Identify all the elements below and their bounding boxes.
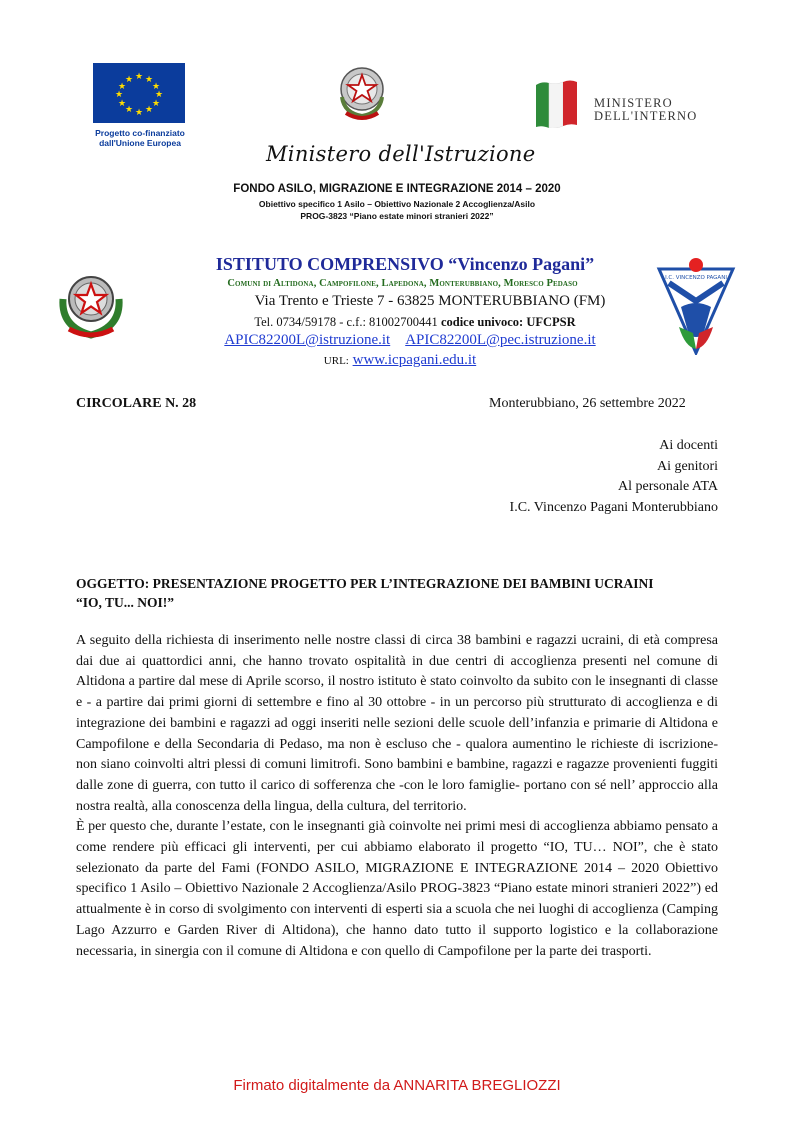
republic-emblem-icon [57, 269, 125, 341]
institute-url-row [200, 352, 600, 369]
fund-title: FONDO ASILO, MIGRAZIONE E INTEGRAZIONE 2014 – 2020 [233, 183, 561, 195]
institute-code: codice univoco: UFCPSR [440, 315, 576, 329]
circular-date: Monterubbiano, 26 settembre 2022 [489, 396, 686, 411]
recipient-item: Ai genitori [656, 458, 718, 474]
website-link[interactable]: www.icpagani.edu.it [352, 352, 477, 368]
svg-text:★: ★ [151, 99, 161, 109]
svg-text:★: ★ [117, 82, 127, 92]
recipient-item: Ai docenti [659, 438, 718, 453]
ministry-education-title: Ministero dell'Istruzione [266, 142, 536, 166]
svg-text:★: ★ [154, 90, 164, 100]
subject-project-name: “IO, TU... NOI!” [76, 595, 175, 610]
paragraph: A seguito della richiesta di inserimento nelle nostre classi di circa 38 bambini e ragazzi ucraini, di età compresa dai due ai quattordici anni, che hanno trovato ospitalità in due centri di accoglienza presenti nel comune di Altidona a partire dal mese di Aprile scorso, il nostro istituto è stato coinvolto da subito con le insegnanti di classe e - a partire dai primi giorni di settembre e fino al 30 ottobre - in un percorso più strutturato di accoglienza e di integrazione dei bambini e ragazzi ad oggi inseriti nelle sezioni delle scuole dell’infanzia e primarie di Altidona e Campofilone e della Secondaria di Pedaso, ma non è escluso che - qualora aumentino le richieste di iscrizione- non siano coinvolti altri plessi di comuni limitrofi. Sono bambini e bambine, ragazzi e ragazze provenienti fuggiti dalle zone di guerra, con tutto il carico di sofferenza che -con le loro famiglie- portano con sé nell’ approccio alla nostra realtà, alla conoscenza della lingua, della cultura, del territorio. [76, 633, 718, 814]
svg-text:★: ★ [124, 105, 134, 115]
digital-signature: Firmato digitalmente da ANNARITA BREGLIOZZI [233, 1077, 561, 1094]
url-label: URL: [323, 355, 349, 367]
eu-caption: Progetto co-finanziato dall'Unione Europea [95, 128, 185, 148]
pec-link[interactable]: APIC82200L@pec.istruzione.it [405, 332, 596, 348]
subject [76, 574, 726, 612]
institute-phone: Tel. 0734/59178 - c.f.: 81002700441 [254, 315, 441, 329]
svg-text:★: ★ [134, 108, 144, 118]
svg-text:★: ★ [134, 72, 144, 82]
ministry-interior-flag-logo [534, 77, 579, 128]
svg-text:★: ★ [151, 82, 161, 92]
eu-flag-logo [93, 63, 185, 123]
svg-text:★: ★ [114, 90, 124, 100]
institute-address: Via Trento e Trieste 7 - 63825 MONTERUBBIANO (FM) [254, 293, 606, 309]
fund-project: PROG-3823 “Piano estate minori stranieri 2022” [300, 211, 494, 221]
italian-emblem-icon [334, 63, 390, 125]
institute-municipalities: Comuni di Altidona, Campofilone, Lapedona, Monterubbiano, Moresco Pedaso [227, 278, 578, 289]
institute-contacts [170, 315, 660, 330]
letter-body [76, 631, 718, 962]
svg-text:★: ★ [117, 99, 127, 109]
svg-text:★: ★ [124, 75, 134, 85]
fund-objective: Obiettivo specifico 1 Asilo – Obiettivo Nazionale 2 Accoglienza/Asilo [258, 199, 536, 209]
ministry-interior-title: MINISTERO DELL'INTERNO [594, 96, 698, 123]
paragraph: È per questo che, durante l’estate, con le insegnanti già coinvolte nei primi mesi di accoglienza abbiamo pensato a come rendere più efficaci gli interventi, per cui abbiamo elaborato il progetto “IO, TU… NOI”, che è stato selezionato da parte del Fami (FONDO ASILO, MIGRAZIONE E INTEGRAZIONE 2014 – 2020 Obiettivo specifico 1 Asilo – Obiettivo Nazionale 2 Accoglienza/Asilo PROG-3823 “Piano estate minori stranieri 2022”) ed attualmente è in corso di svolgimento con interventi di esperti sia a scuola che nei luoghi di accoglienza (Camping Lago Azzurro e Garden River di Altidona), che hanno dato tutto il supporto logistico e la collaborazione necessaria, in sinergia con il comune di Altidona e con quello di Campofilone per la parte dei trasporti. [76, 819, 718, 959]
svg-text:★: ★ [144, 105, 154, 115]
circular-number: CIRCOLARE N. 28 [76, 396, 197, 411]
email-link[interactable]: APIC82200L@istruzione.it [224, 332, 391, 348]
institute-emails [150, 332, 670, 349]
recipients [420, 436, 718, 518]
recipient-item: Al personale ATA [618, 479, 718, 494]
institute-name: ISTITUTO COMPRENSIVO “Vincenzo Pagani” [215, 254, 595, 274]
school-logo-text: I.C. VINCENZO PAGANI [665, 275, 727, 281]
subject-line: OGGETTO: PRESENTAZIONE PROGETTO PER L’INTEGRAZIONE DEI BAMBINI UCRAINI [76, 576, 654, 591]
svg-text:★: ★ [144, 75, 154, 85]
recipient-item: I.C. Vincenzo Pagani Monterubbiano [509, 499, 718, 515]
